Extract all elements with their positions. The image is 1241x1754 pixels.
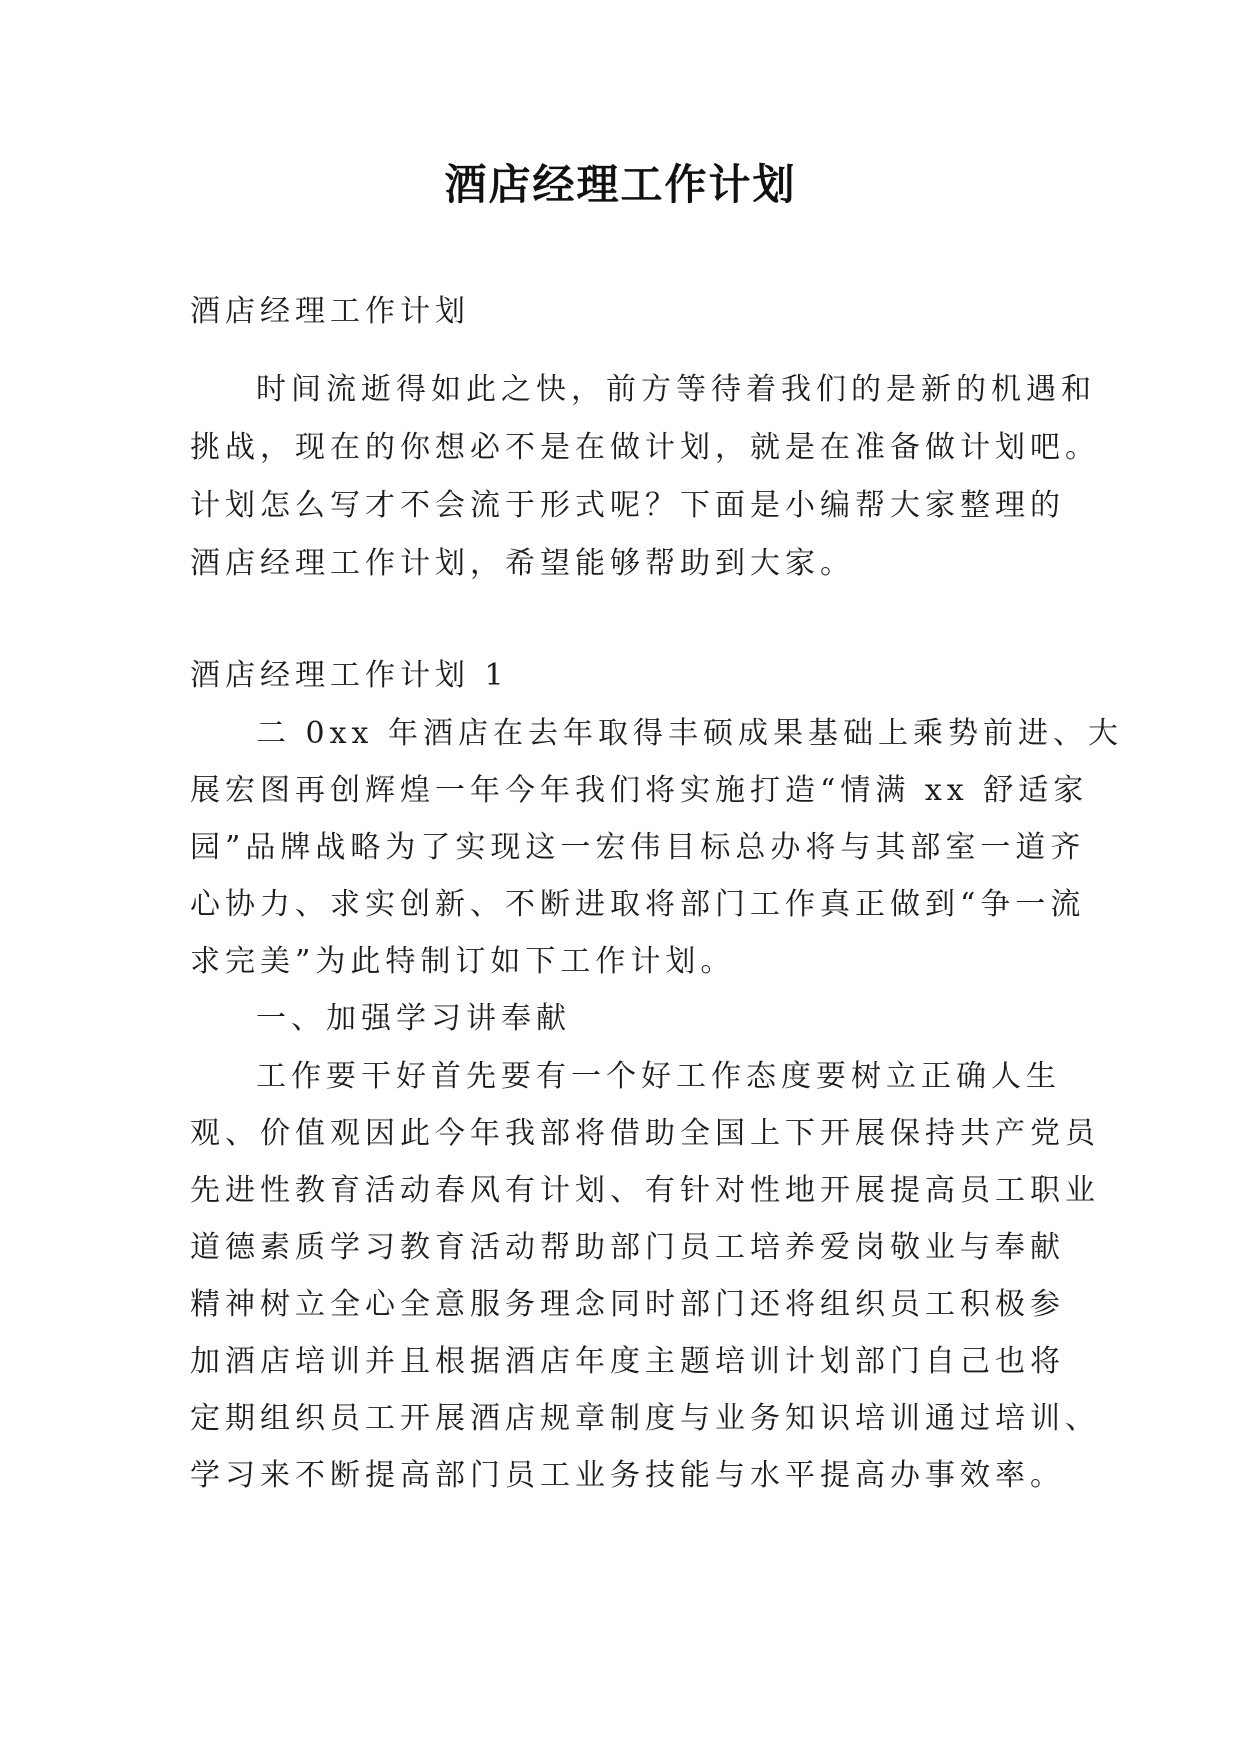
- paragraph-line: 园”品牌战略为了实现这一宏伟目标总办将与其部室一道齐: [190, 830, 1086, 865]
- paragraph-line: 道德素质学习教育活动帮助部门员工培养爱岗敬业与奉献: [190, 1230, 1065, 1265]
- paragraph-line: 先进性教育活动春风有计划、有针对性地开展提高员工职业: [190, 1173, 1100, 1208]
- paragraph-line: 定期组织员工开展酒店规章制度与业务知识培训通过培训、: [190, 1401, 1100, 1436]
- paragraph-line: 加酒店培训并且根据酒店年度主题培训计划部门自己也将: [190, 1344, 1065, 1379]
- document-subtitle: 酒店经理工作计划: [190, 294, 470, 329]
- paragraph-line: 展宏图再创辉煌一年今年我们将实施打造“情满 xx 舒适家: [190, 773, 1089, 808]
- paragraph-line: 学习来不断提高部门员工业务技能与水平提高办事效率。: [190, 1458, 1065, 1493]
- paragraph-line: 观、价值观因此今年我部将借助全国上下开展保持共产党员: [190, 1116, 1100, 1151]
- intro-line: 挑战，现在的你想必不是在做计划，就是在准备做计划吧。: [190, 430, 1100, 465]
- document-title: 酒店经理工作计划: [444, 160, 797, 209]
- paragraph-line: 工作要干好首先要有一个好工作态度要树立正确人生: [256, 1059, 1061, 1094]
- intro-line: 计划怎么写才不会流于形式呢？下面是小编帮大家整理的: [190, 488, 1065, 523]
- item-heading: 一、加强学习讲奉献: [256, 1001, 571, 1036]
- paragraph-line: 求完美”为此特制订如下工作计划。: [190, 944, 736, 979]
- paragraph-line: 精神树立全心全意服务理念同时部门还将组织员工积极参: [190, 1287, 1065, 1322]
- intro-line: 酒店经理工作计划，希望能够帮助到大家。: [190, 546, 855, 581]
- section-heading: 酒店经理工作计划 1: [190, 658, 509, 693]
- intro-line: 时间流逝得如此之快，前方等待着我们的是新的机遇和: [256, 372, 1096, 407]
- paragraph-line: 二 0xx 年酒店在去年取得丰硕成果基础上乘势前进、大: [256, 716, 1123, 751]
- paragraph-line: 心协力、求实创新、不断进取将部门工作真正做到“争一流: [190, 887, 1086, 922]
